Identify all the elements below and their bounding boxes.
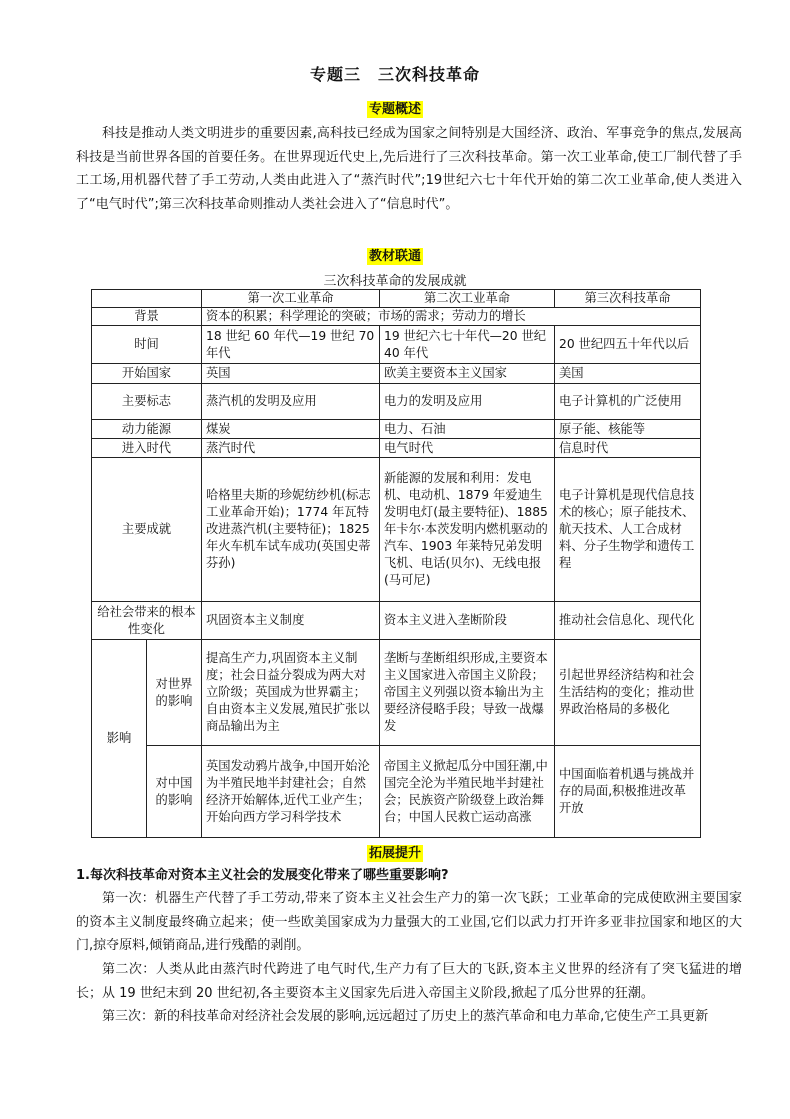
revolutions-table [91, 289, 701, 838]
table-row [92, 746, 701, 838]
section-heading-textbook-label: 教材联通 [368, 249, 421, 264]
section-heading-extension [0, 842, 790, 861]
answer-paragraph-3: 第三次：新的科技革命对经济社会发展的影响,远远超过了历史上的蒸汽革命和电力革命,它使生产工具更新 [102, 1009, 709, 1024]
row-label: 开始国家 [92, 364, 202, 384]
table-cell: 英国 [202, 364, 380, 384]
row-label: 时间 [92, 326, 202, 364]
section-heading-overview-label: 专题概述 [368, 102, 421, 117]
table-cell: 美国 [555, 364, 701, 384]
table-cell: 帝国主义掀起瓜分中国狂潮,中国完全沦为半殖民地半封建社会；民族资产阶级登上政治舞台；中国人民救亡运动高涨 [380, 746, 555, 838]
impact-label: 影响 [92, 640, 147, 838]
table-row [92, 439, 701, 458]
row-sublabel: 对世界的影响 [147, 640, 202, 746]
table-cell: 19 世纪六七十年代—20 世纪 40 年代 [380, 326, 555, 364]
table-row [92, 308, 701, 326]
question-1: 1.每次科技革命对资本主义社会的发展变化带来了哪些重要影响? [76, 868, 449, 883]
table-cell: 资本主义进入垄断阶段 [380, 602, 555, 640]
table-cell: 资本的积累；科学理论的突破；市场的需求；劳动力的增长 [202, 308, 701, 326]
table-cell: 中国面临着机遇与挑战并存的局面,积极推进改革开放 [555, 746, 701, 838]
table-cell: 20 世纪四五十年代以后 [555, 326, 701, 364]
page-title: 专题三 三次科技革命 [309, 65, 480, 84]
table-cell: 电力、石油 [380, 420, 555, 439]
table-cell: 信息时代 [555, 439, 701, 458]
table-cell: 英国发动鸦片战争,中国开始沦为半殖民地半封建社会；自然经济开始解体,近代工业产生；开始向西方学习科学技术 [202, 746, 380, 838]
table-header-cell: 第一次工业革命 [202, 290, 380, 308]
table-row [92, 326, 701, 364]
table-cell: 引起世界经济结构和社会生活结构的变化；推动世界政治格局的多极化 [555, 640, 701, 746]
table-cell: 电子计算机是现代信息技术的核心；原子能技术、航天技术、人工合成材料、分子生物学和遗传工程 [555, 458, 701, 602]
section-heading-extension-label: 拓展提升 [368, 846, 421, 861]
table-cell: 电子计算机的广泛使用 [555, 384, 701, 420]
table-cell: 哈格里夫斯的珍妮纺纱机(标志工业革命开始)；1774 年瓦特改进蒸汽机(主要特征)；1825 年火车机车试车成功(英国史蒂芬孙) [202, 458, 380, 602]
section-heading-textbook [0, 245, 790, 264]
table-cell: 蒸汽时代 [202, 439, 380, 458]
table-cell: 欧美主要资本主义国家 [380, 364, 555, 384]
table-row [92, 458, 701, 602]
table-header-row [92, 290, 701, 308]
table-row [92, 640, 701, 746]
section-heading-overview [0, 98, 790, 117]
table-cell: 蒸汽机的发明及应用 [202, 384, 380, 420]
table-cell: 提高生产力,巩固资本主义制度；社会日益分裂成为两大对立阶级；英国成为世界霸主；自由资本主义发展,殖民扩张以商品输出为主 [202, 640, 380, 746]
table-header-cell: 第三次科技革命 [555, 290, 701, 308]
table-header-cell: 第二次工业革命 [380, 290, 555, 308]
table-cell: 推动社会信息化、现代化 [555, 602, 701, 640]
table-row [92, 602, 701, 640]
table-row [92, 384, 701, 420]
table-cell: 煤炭 [202, 420, 380, 439]
row-label: 主要成就 [92, 458, 202, 602]
table-cell: 原子能、核能等 [555, 420, 701, 439]
row-label: 给社会带来的根本性变化 [92, 602, 202, 640]
table-cell: 18 世纪 60 年代—19 世纪 70 年代 [202, 326, 380, 364]
row-label: 背景 [92, 308, 202, 326]
answer-paragraph-1: 第一次：机器生产代替了手工劳动,带来了资本主义社会生产力的第一次飞跃；工业革命的完成使欧洲主要国家的资本主义制度最终确立起来；使一些欧美国家成为力量强大的工业国,它们以武力打开许多亚非拉国家和地区的大门,掠夺原料,倾销商品,进行残酷的剥削。 [76, 891, 742, 953]
table-cell: 垄断与垄断组织形成,主要资本主义国家进入帝国主义阶段；帝国主义列强以资本输出为主要经济侵略手段；导致一战爆发 [380, 640, 555, 746]
row-label: 进入时代 [92, 439, 202, 458]
answer-paragraph-2: 第二次：人类从此由蒸汽时代跨进了电气时代,生产力有了巨大的飞跃,资本主义世界的经济有了突飞猛进的增长；从 19 世纪末到 20 世纪初,各主要资本主义国家先后进入帝国主义阶段,掀起了瓜分世界的狂潮。 [76, 962, 742, 1001]
table-cell: 电力的发明及应用 [380, 384, 555, 420]
row-sublabel: 对中国的影响 [147, 746, 202, 838]
table-cell: 巩固资本主义制度 [202, 602, 380, 640]
row-label: 主要标志 [92, 384, 202, 420]
overview-paragraph: 科技是推动人类文明进步的重要因素,高科技已经成为国家之间特别是大国经济、政治、军事竞争的焦点,发展高科技是当前世界各国的首要任务。在世界现近代史上,先后进行了三次科技革命。第一次工业革命,使工厂制代替了手工工场,用机器代替了手工劳动,人类由此进入了“蒸汽时代”;19世纪六七十年代开始的第二次工业革命,使人类进入了“电气时代”;第三次科技革命则推动人类社会进入了“信息时代”。 [76, 126, 742, 212]
table-corner-cell [92, 290, 202, 308]
table-row [92, 420, 701, 439]
table-cell: 电气时代 [380, 439, 555, 458]
row-label: 动力能源 [92, 420, 202, 439]
table-cell: 新能源的发展和利用：发电机、电动机、1879 年爱迪生发明电灯(最主要特征)、1885 年卡尔·本茨发明内燃机驱动的汽车、1903 年莱特兄弟发明飞机、电话(贝尔)、无线电报(马可尼) [380, 458, 555, 602]
table-caption: 三次科技革命的发展成就 [323, 274, 467, 289]
table-row [92, 364, 701, 384]
